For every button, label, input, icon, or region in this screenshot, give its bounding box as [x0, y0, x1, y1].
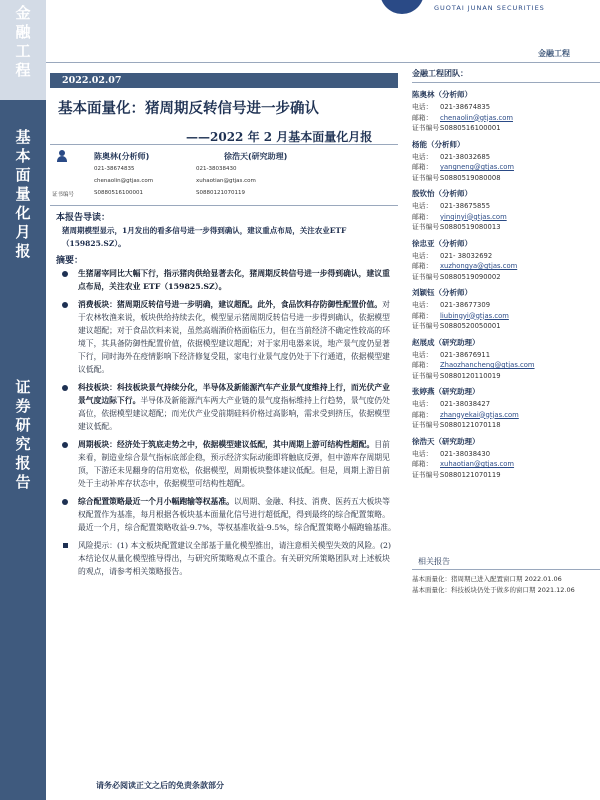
bullet-square-icon — [63, 543, 68, 548]
team-header: 金融工程团队： — [412, 68, 600, 83]
bullet-lead: 消费板块：猪周期反转信号进一步明确，建议超配。此外，食品饮料存防御性配置价值。 — [78, 300, 383, 309]
summary-title: 摘要： — [56, 256, 84, 266]
related-report-link[interactable]: 基本面量化：猪周期已进入配置窗口期 2022.01.06 — [412, 575, 562, 583]
team-member-email[interactable]: xuhaotian@gtjas.com — [440, 460, 515, 468]
field-label: 邮箱： — [412, 262, 433, 270]
summary-bullet — [60, 438, 396, 490]
logo-mark-icon — [380, 0, 424, 14]
team-member-phone-row — [412, 251, 600, 262]
team-member-cert: S0880519080013 — [440, 223, 501, 231]
field-label: 证书编号： — [412, 173, 446, 182]
team-member-email[interactable]: Zhaozhancheng@gtjas.com — [440, 361, 535, 369]
team-member-phone: 021-38674835 — [440, 103, 491, 111]
bullet-body: 目前来看，制造业综合景气指标底部企稳，预示经济实际动能即将触底反弹，但中游库存周期见顶，下游还未见翻身的信用宽松，依据模型，周期板块整体建议低配。但是，周期上游目前处于主动补库存状态中，依据模型可结构性超配。 — [78, 440, 390, 488]
analyst-cert: S0880121070119 — [196, 190, 245, 196]
side-char: 月 — [15, 223, 31, 241]
team-member-name: 徐忠亚（分析师） — [412, 238, 472, 248]
logo-text: GUOTAI JUNAN SECURITIES — [434, 4, 545, 12]
field-label: 电话： — [412, 400, 433, 408]
analyst-name: 徐浩天(研究助理) — [224, 152, 288, 161]
team-member — [412, 337, 600, 382]
side-char: 化 — [15, 204, 31, 222]
side-char: 量 — [15, 185, 31, 203]
team-member — [412, 89, 600, 134]
bullet-lead: 综合配置策略最近一个月小幅跑输等权基准。 — [78, 497, 234, 506]
company-logo — [380, 0, 600, 18]
team-member-cert: S0880516100001 — [440, 124, 501, 132]
bullet-dot-icon — [62, 271, 68, 277]
report-title: 基本面量化：猪周期反转信号进一步确认 — [58, 100, 319, 117]
field-label: 电话： — [412, 251, 433, 260]
team-member-name: 赵展成（研究助理） — [412, 337, 480, 347]
team-member-email-row — [412, 459, 600, 470]
related-title: 相关报告 — [412, 556, 600, 570]
analyst-name: 陈奥林(分析师) — [94, 152, 150, 161]
field-label: 证书编号： — [412, 272, 446, 281]
team-member-cert-row — [412, 371, 600, 382]
field-label: 证书编号： — [412, 421, 446, 429]
team-member-name: 陈奥林（分析师） — [412, 90, 472, 99]
analyst-email[interactable]: xuhaotian@gtjas.com — [196, 178, 256, 184]
team-member-name: 刘颖钰（分析师） — [412, 288, 472, 297]
side-char: 程 — [15, 61, 31, 79]
team-member-email-row — [412, 162, 600, 173]
team-member-phone: 021-38677309 — [440, 301, 491, 309]
team-member-email-row — [412, 360, 600, 371]
bullet-dot-icon — [62, 385, 68, 391]
team-member — [412, 386, 600, 431]
team-member-cert: S0880120110019 — [440, 371, 501, 380]
bullet-lead: 周期板块：经济处于筑底走势之中，依据模型建议低配，其中周期上游可结构性超配。 — [78, 440, 375, 449]
summary-bullets — [60, 267, 396, 583]
team-sidebar — [412, 68, 600, 485]
field-label: 电话： — [412, 350, 433, 359]
side-char: 本 — [15, 147, 31, 165]
team-member-cert: S0880121070119 — [440, 470, 501, 479]
summary-bullet — [60, 298, 396, 376]
team-member-phone-row — [412, 300, 600, 311]
field-label: 邮箱： — [412, 410, 433, 419]
bullet-body: 以周期、金融、科技、消费、医药五大板块等权配置作为基准，每月根据各板块基本面量化信号进行超低配，得到最终的综合配置策略。最近一个月，综合配置策略收益-9.7%，等权基准收益-9.5%，综合配置策略小幅跑输基准。 — [78, 497, 396, 532]
related-reports — [412, 556, 600, 596]
team-member-cert-row — [412, 222, 600, 233]
risk-text: 风险提示：(1) 本文板块配置建议全部基于量化模型推出，请注意相关模型失效的风险。(2) 本结论仅从量化模型推导得出，与研究所策略观点不重合。有关研究所策略团队对上述板块的观点，请参考相关策略报告。 — [78, 541, 392, 576]
summary-bullet — [60, 267, 396, 293]
field-label: 电话： — [412, 103, 433, 111]
analyst-person-icon — [56, 150, 68, 162]
team-member-phone: 021-38038427 — [440, 400, 491, 408]
team-member-cert-row — [412, 321, 600, 332]
summary-bullet — [60, 381, 396, 433]
field-label: 证书编号： — [412, 322, 446, 330]
field-label: 邮箱： — [412, 460, 433, 468]
analyst-cert-label: 证书编号 — [52, 192, 75, 198]
field-label: 证书编号： — [412, 223, 446, 231]
team-member-phone-row — [412, 350, 600, 361]
team-member-phone: 021-38676911 — [440, 350, 491, 359]
team-member-email[interactable]: chenaolin@gtjas.com — [440, 113, 513, 122]
bullet-lead: 科技板块：科技板块景气持续分化，半导体及新能源汽车产业景气度维持上行，而光伏产业景气度边际下行。 — [78, 383, 390, 405]
side-char: 报 — [15, 242, 31, 260]
side-char: 告 — [15, 473, 31, 491]
bullet-body: 对于农林牧渔来说，板块供给持续去化，模型显示猪周期反转信号进一步得到确认，依据模型建议超配；对于食品饮料来说，虽然高端酒价格面临压力，但在当前经济不确定性较高的环境下，其具备防御性配置价值，依据模型建议超配；对于家用电器来说，地产景气度仍显著下行，同时海外在疫情影响下经济修复受阻，家电行业景气度仍处于下行通道，依据模型建议低配。 — [78, 300, 390, 374]
team-member-name: 徐浩天（研究助理） — [412, 436, 480, 446]
team-member-email[interactable]: liubingyi@gtjas.com — [440, 311, 509, 320]
section-tag: 金融工程 — [538, 49, 570, 58]
side-label-bottom — [0, 378, 46, 492]
side-char: 金 — [15, 4, 31, 22]
side-char: 基 — [15, 128, 31, 146]
team-member — [412, 436, 600, 481]
field-label: 电话： — [412, 202, 433, 210]
guide-body: 猪周期模型显示，1月发出的看多信号进一步得到确认，建议重点布局，关注农业ETF（159825.SZ）。 — [62, 226, 347, 248]
team-member-email-row — [412, 212, 600, 223]
team-member-cert: S0880519090002 — [440, 272, 501, 281]
team-member-cert-row — [412, 272, 600, 283]
team-member-email-row — [412, 410, 600, 421]
field-label: 邮箱： — [412, 113, 433, 122]
team-member — [412, 238, 600, 283]
field-label: 邮箱： — [412, 163, 433, 171]
side-char: 券 — [15, 397, 31, 415]
team-member-email[interactable]: yinqinyi@gtjas.com — [440, 212, 507, 221]
team-member-phone: 021-38038430 — [440, 449, 491, 458]
team-member-phone: 021-38675855 — [440, 202, 491, 210]
team-member-email[interactable]: xuzhongya@gtjas.com — [440, 262, 518, 270]
bullet-dot-icon — [62, 442, 68, 448]
field-label: 证书编号： — [412, 124, 446, 132]
team-member-email[interactable]: yangneng@gtjas.com — [440, 163, 514, 171]
field-label: 证书编号： — [412, 371, 446, 380]
team-member-email-row — [412, 311, 600, 322]
team-member — [412, 287, 600, 332]
team-member-cert-row — [412, 420, 600, 431]
bullet-lead: 生猪屠宰同比大幅下行，指示猪肉供给显著去化，猪周期反转信号进一步得到确认，建议重点布局，关注农业 ETF（159825.SZ）。 — [78, 269, 390, 291]
related-report-link[interactable]: 基本面量化：科技板块仍处于做多的窗口期 2021.12.06 — [412, 586, 575, 594]
team-member-cert: S0880121070118 — [440, 421, 501, 429]
side-char: 研 — [15, 416, 31, 434]
team-member-cert-row — [412, 470, 600, 481]
analyst-phone: 021-38674835 — [94, 166, 135, 172]
team-member-phone: 021- 38032692 — [440, 251, 493, 260]
bullet-body: 半导体及新能源汽车两大产业链的景气度指标维持上行趋势，景气度仍处高位，依据模型建议超配；而光伏产业受前期硅料价格过高影响，需求受到挤压，依据模型建议低配。 — [78, 396, 390, 431]
report-date: 2022.02.07 — [50, 73, 398, 88]
field-label: 邮箱： — [412, 361, 433, 369]
team-member-email-row — [412, 261, 600, 272]
analyst-block — [52, 148, 398, 204]
team-member-cert: S0880519080008 — [440, 173, 501, 182]
analyst-divider — [50, 205, 398, 206]
team-member-name: 张婷燕（研究助理） — [412, 387, 480, 396]
report-subtitle: ——2022 年 2 月基本面量化月报 — [186, 130, 373, 144]
side-label-middle — [0, 128, 46, 261]
team-member-cert: S0880520050001 — [440, 322, 501, 330]
side-char: 面 — [15, 166, 31, 184]
side-char: 融 — [15, 23, 31, 41]
title-divider — [50, 144, 398, 145]
side-char: 工 — [15, 42, 31, 60]
side-char: 证 — [15, 378, 31, 396]
bullet-dot-icon — [62, 499, 68, 505]
summary-bullet — [60, 495, 396, 534]
team-member-cert-row — [412, 173, 600, 184]
bullet-dot-icon — [62, 302, 68, 308]
team-member-phone-row — [412, 152, 600, 163]
team-member-phone-row — [412, 201, 600, 212]
analyst-phone: 021-38038430 — [196, 166, 237, 172]
team-member-cert-row — [412, 123, 600, 134]
team-member — [412, 139, 600, 184]
team-member-name: 殷钦怡（分析师） — [412, 189, 472, 198]
team-member-phone-row — [412, 399, 600, 410]
field-label: 邮箱： — [412, 212, 433, 221]
disclaimer-footer: 请务必阅读正文之后的免责条款部分 — [96, 780, 224, 790]
side-label-top — [0, 4, 46, 80]
side-char: 究 — [15, 435, 31, 453]
team-member-phone-row — [412, 449, 600, 460]
team-member-email[interactable]: zhangyekai@gtjas.com — [440, 410, 519, 419]
team-member-email-row — [412, 113, 600, 124]
analyst-cert: S0880516100001 — [94, 190, 143, 196]
team-member-name: 杨能（分析师） — [412, 139, 465, 149]
team-member — [412, 188, 600, 233]
side-char: 报 — [15, 454, 31, 472]
field-label: 电话： — [412, 152, 433, 161]
field-label: 电话： — [412, 449, 433, 458]
analyst-email[interactable]: chenaolin@gtjas.com — [94, 178, 154, 184]
field-label: 电话： — [412, 301, 433, 309]
field-label: 证书编号： — [412, 470, 446, 479]
risk-note — [60, 539, 396, 578]
guide-title: 本报告导读： — [56, 213, 111, 223]
team-member-phone: 021-38032685 — [440, 152, 491, 161]
top-divider — [46, 62, 600, 63]
team-member-phone-row — [412, 102, 600, 113]
field-label: 邮箱： — [412, 311, 433, 320]
